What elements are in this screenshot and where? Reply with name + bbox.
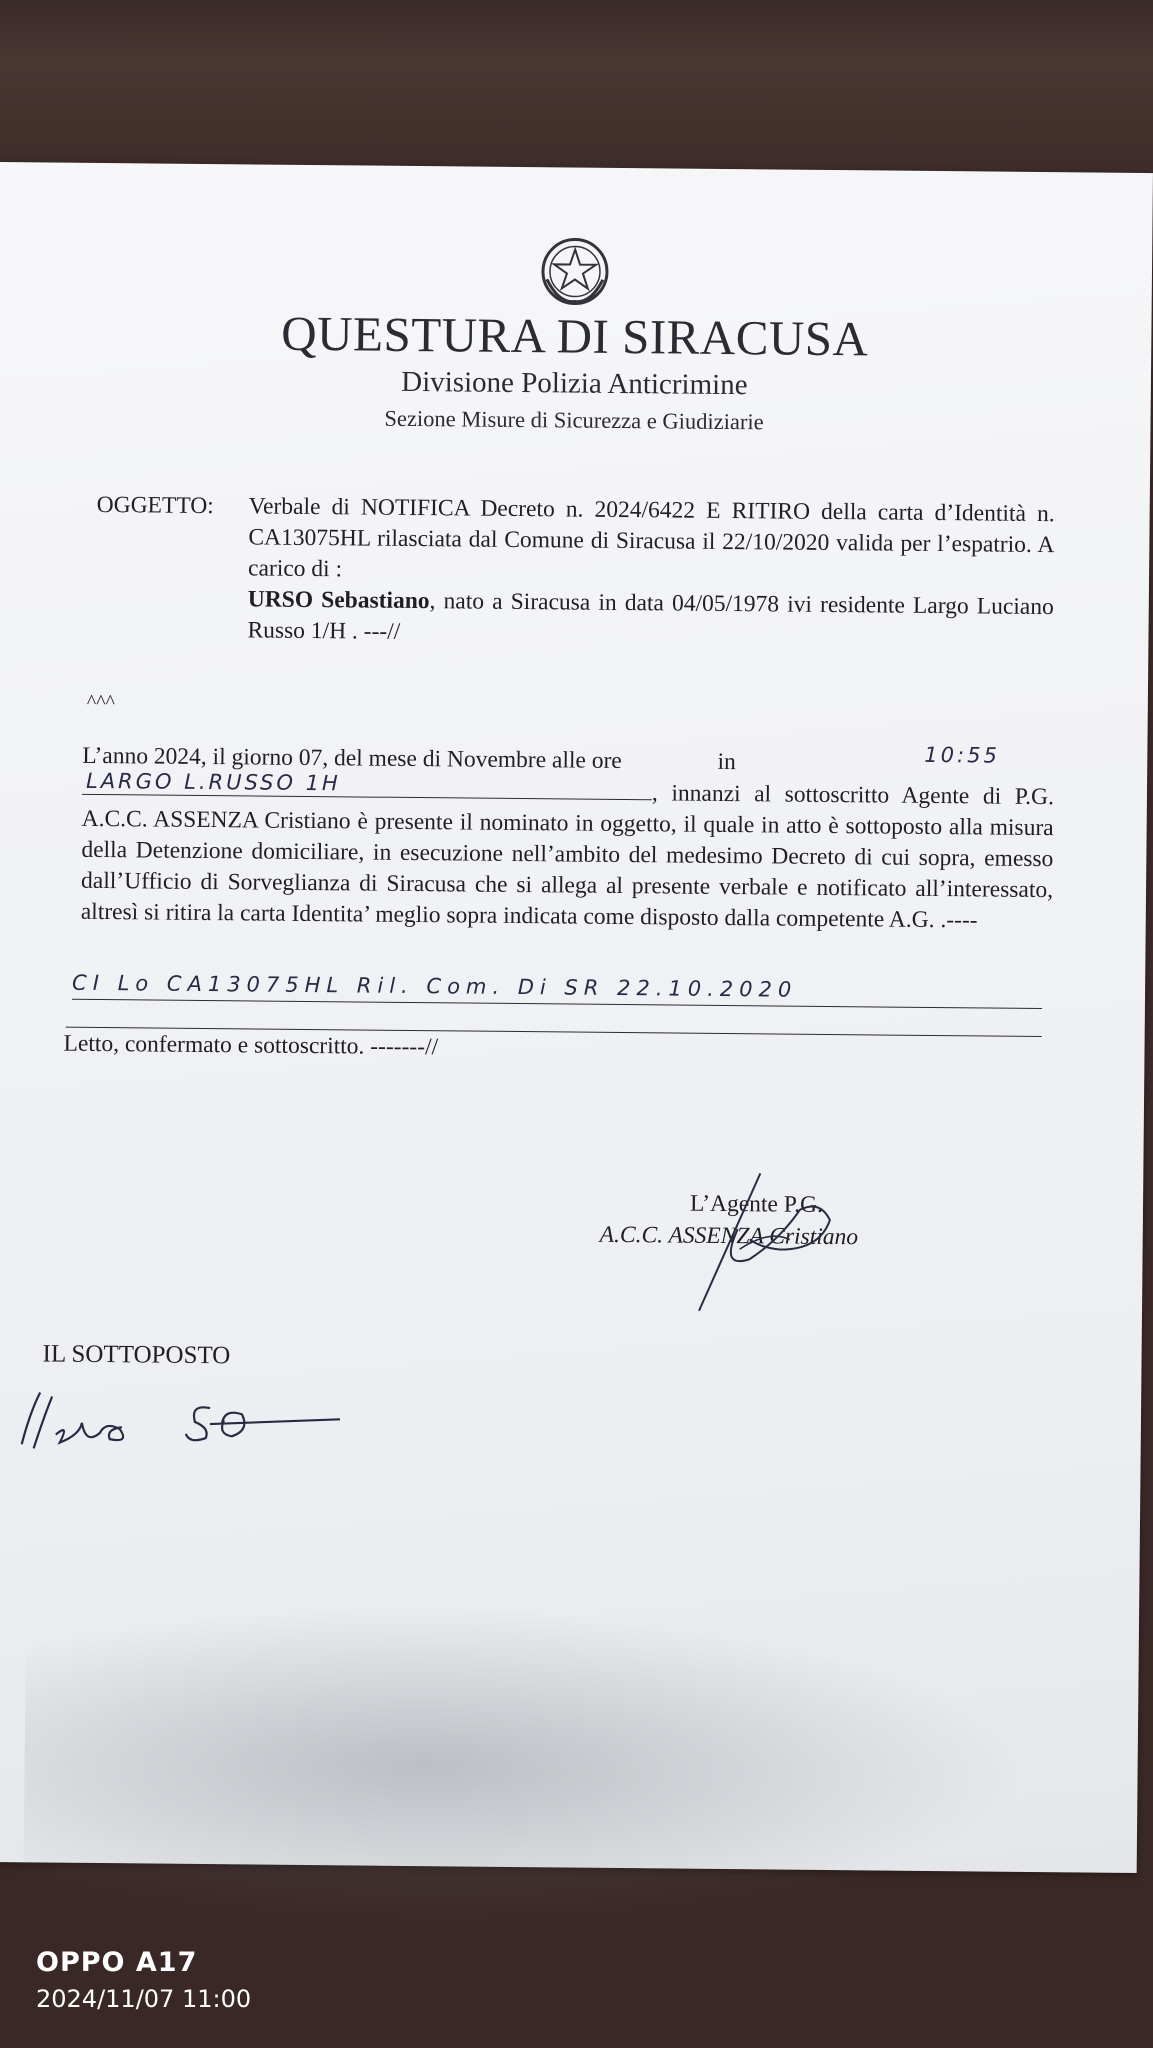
oggetto-label: OGGETTO:	[96, 491, 214, 520]
agent-signature-icon	[679, 1169, 860, 1321]
paragraph-part3: , innanzi al sottoscritto Agente di P.G. A.C.C. ASSENZA Cristiano è presente il nominato in oggetto, il quale in atto è sottoposto alla misura della Detenzione domiciliare, in esecuzione nell’ambito del medesimo Decreto di cui sopra, emesso dall’Ufficio di Sorveglianza di Siracusa che si allega al presente verbale e notificato all’interessato, altresì si ritira la carta Identita’ meglio sopra indicata come disposto dalla competente A.G. .----	[80, 780, 1055, 934]
agent-title: L’Agente P.G.	[689, 1190, 824, 1218]
device-watermark: OPPO A17	[36, 1947, 198, 1978]
handwritten-place: LARGO L.RUSSO 1H	[85, 768, 341, 796]
agent-name: A.C.C. ASSENZA Cristiano	[599, 1221, 859, 1251]
division-title: Divisione Polizia Anticrimine	[401, 365, 748, 402]
caret-mark: ^^^	[86, 690, 116, 714]
document-content	[0, 162, 1153, 1873]
ore-blank	[628, 768, 712, 769]
document-sheet	[0, 162, 1153, 1873]
handwritten-id-card: CI Lo CA13075HL Ril. Com. Di SR 22.10.2020	[72, 970, 798, 1002]
page-title: QUESTURA DI SIRACUSA	[281, 305, 869, 367]
person-details: , nato a Siracusa in data 04/05/1978 ivi residente Largo Luciano Russo 1/H . ---//	[247, 588, 1054, 645]
section-title: Sezione Misure di Sicurezza e Giudiziarie	[384, 405, 764, 435]
oggetto-line1: Verbale di NOTIFICA Decreto n. 2024/6422 E RITIRO della carta d’Identità n. CA13075HL rilasciata dal Comune di Siracusa il 22/10/2020 valida per l’espatrio. A carico di :	[247, 493, 1055, 583]
datetime-watermark: 2024/11/07 11:00	[36, 1985, 252, 2013]
republic-emblem-icon	[539, 235, 612, 308]
handwritten-time: 10:55	[924, 742, 1000, 768]
closing-statement: Letto, confermato e sottoscritto. -------//	[63, 1030, 439, 1061]
fill-line-1	[72, 999, 1042, 1009]
paragraph-part1: L’anno 2024, il giorno 07, del mese di Novembre alle ore	[82, 742, 622, 774]
subject-signature-icon	[10, 1372, 351, 1465]
paragraph-part2: in	[717, 748, 736, 776]
person-name: URSO Sebastiano	[247, 586, 430, 615]
subject-label: IL SOTTOPOSTO	[42, 1340, 231, 1370]
oggetto-body	[247, 491, 1054, 654]
